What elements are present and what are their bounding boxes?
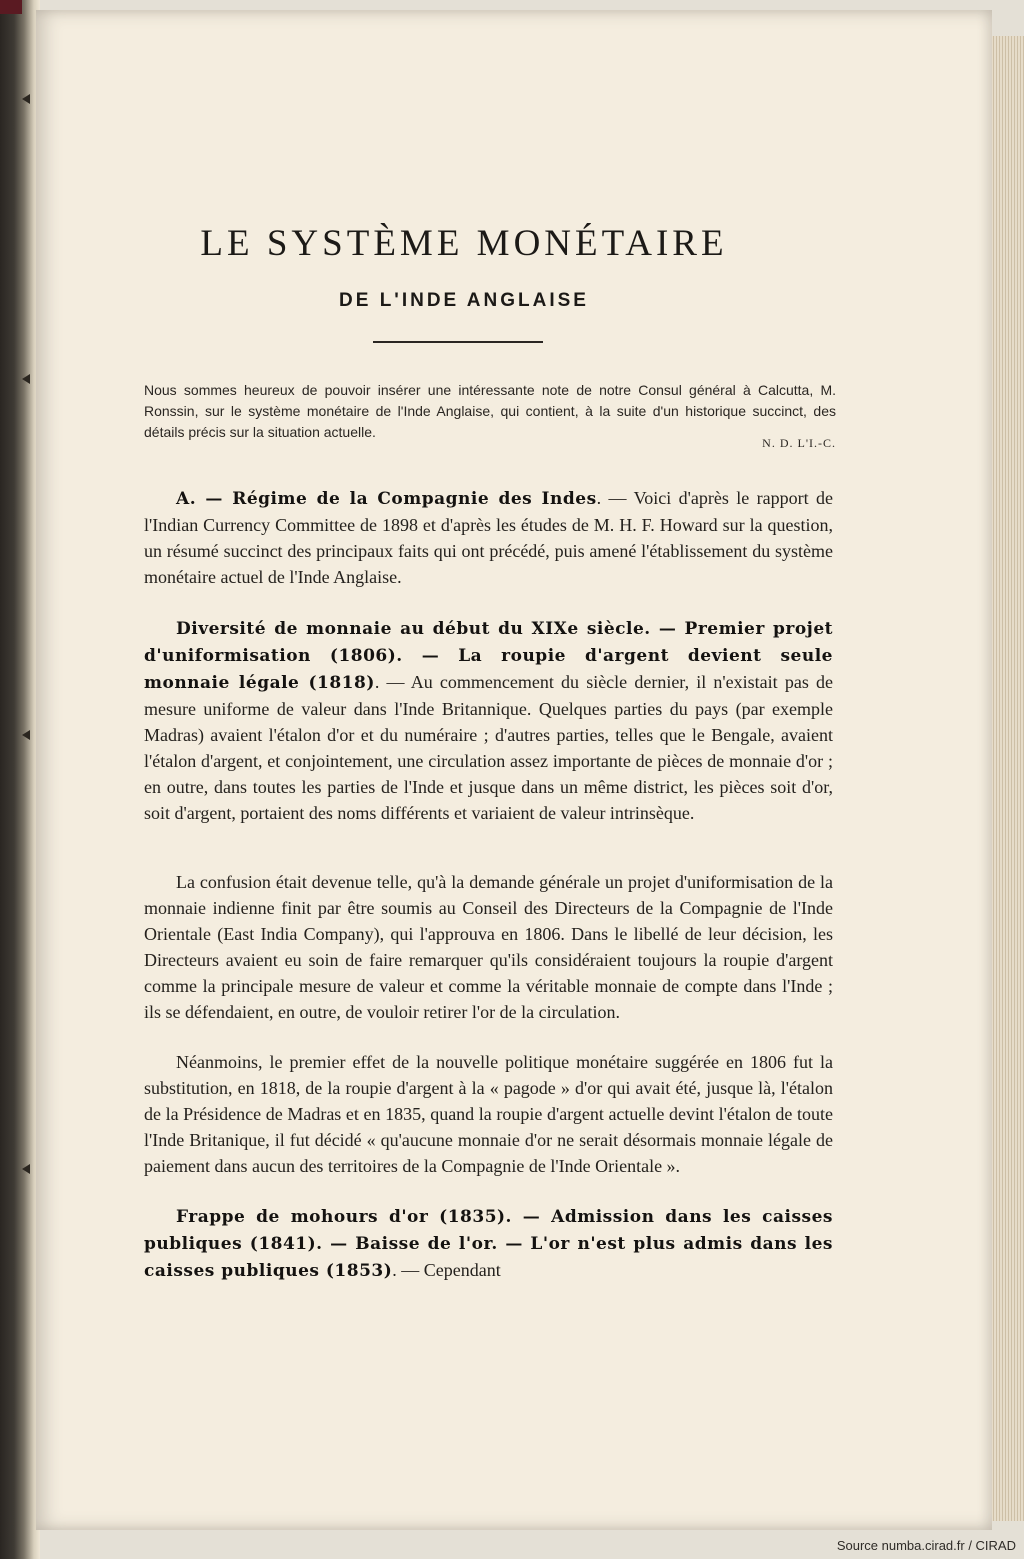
paragraph (144, 869, 833, 1025)
paragraph (144, 1203, 833, 1284)
paragraph-text: Néanmoins, le premier effet de la nouvelle politique monétaire suggérée en 1806 fut la substitution, en 1818, de la roupie d'argent à la « pagode » d'or qui avait été, jusque là, l'étalon de la Présidence de Madras et en 1835, quand la roupie d'argent actuelle devint l'étalon de toute l'Inde Britanique, il fut décidé « qu'aucune monnaie d'or ne serait désormais monnaie légale de paiement dans aucun des territoires de la Compagnie de l'Inde Orientale ». (144, 1052, 833, 1176)
margin-tick-mark (22, 730, 30, 740)
binding-tab (0, 0, 22, 14)
paragraph-text: . — Cependant (392, 1260, 501, 1280)
source-credit: Source numba.cirad.fr / CIRAD (836, 1538, 1016, 1553)
margin-tick-mark (22, 94, 30, 104)
page (36, 10, 992, 1530)
paragraph-text: . — Au commencement du siècle dernier, il n'existait pas de mesure uniforme de valeur dans l'Inde Britannique. Quelques parties du pays (par exemple Madras) avaient l'étalon d'or et du numéraire ; d'autres parties, telles que le Bengale, avaient l'étalon d'argent, et conjointement, une circulation assez importante de pièces de monnaie d'or ; en outre, dans toutes les parties de l'Inde et jusque dans un même district, les pièces soit d'or, soit d'argent, portaient des noms différents et variaient de valeur intrinsèque. (144, 672, 833, 823)
editor-signature: N. D. L'I.-C. (762, 436, 836, 450)
section-heading: Diversité de monnaie au début du XIXe siècle. — Premier projet d'uniformisation (1806). — La roupie d'argent devient seule monnaie légale (1818) (144, 619, 833, 693)
paragraph-text: . — Voici d'après le rapport de l'Indian Currency Committee de 1898 et d'après les études de M. H. F. Howard sur la question, un résumé succinct des principaux faits qui ont précédé, puis amené l'établissement du système monétaire actuel de l'Inde Anglaise. (144, 488, 833, 587)
paragraph-text: La confusion était devenue telle, qu'à la demande générale un projet d'uniformisation de la monnaie indienne finit par être soumis au Conseil des Directeurs de la Compagnie de l'Inde Orientale (East India Company), qui l'approuva en 1806. Dans le libellé de leur décision, les Directeurs avaient eu soin de faire remarquer qu'ils considéraient toujours la roupie d'argent comme la principale mesure de valeur et comme la véritable monnaie de compte dans l'Inde ; ils se défendaient, en outre, de vouloir retirer l'or de la circulation. (144, 872, 833, 1022)
editor-note: Nous sommes heureux de pouvoir insérer une intéressante note de notre Consul général à Calcutta, M. Ronssin, sur le système monétaire de l'Inde Anglaise, qui contient, à la suite d'un historique succinct, des détails précis sur la situation actuelle. (144, 382, 836, 440)
paragraph (144, 615, 833, 826)
book-binding-edge (0, 0, 40, 1559)
page-stack-edges (987, 36, 1024, 1521)
section-heading: A. — Régime de la Compagnie des Indes (176, 489, 597, 509)
title-divider (373, 341, 543, 343)
article-title: LE SYSTÈME MONÉTAIRE (200, 223, 728, 264)
margin-tick-mark (22, 1164, 30, 1174)
paragraph (144, 1049, 833, 1179)
article-subtitle: DE L'INDE ANGLAISE (339, 290, 589, 311)
section-heading: Frappe de mohours d'or (1835). — Admission dans les caisses publiques (1841). — Baisse de l'or. — L'or n'est plus admis dans les caisses publiques (1853) (144, 1207, 833, 1281)
paragraph (144, 485, 833, 590)
margin-tick-mark (22, 374, 30, 384)
